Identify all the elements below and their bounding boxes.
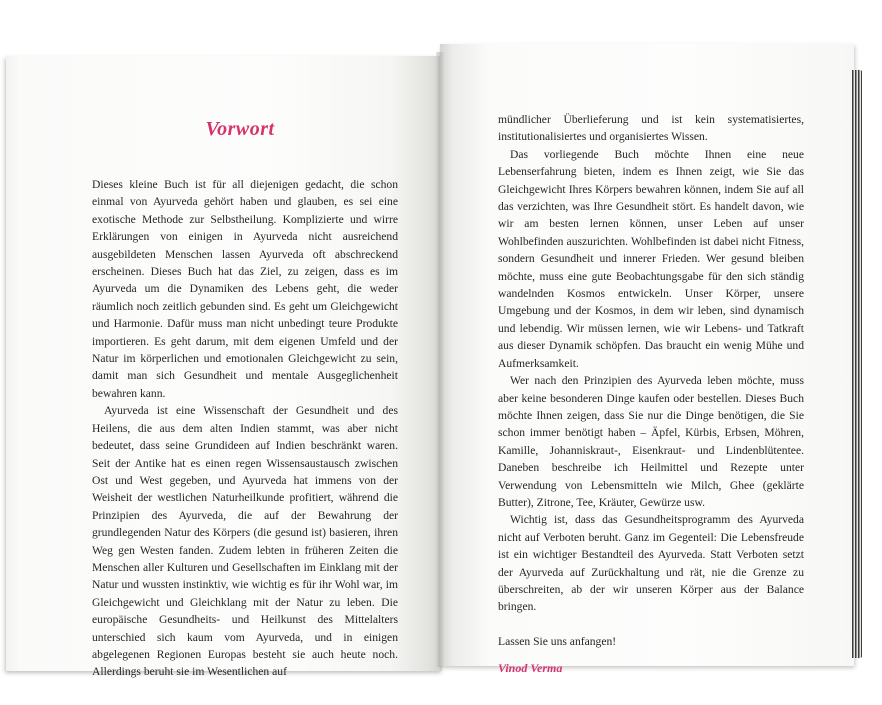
paragraph: Das vorliegende Buch möchte Ihnen eine neue Lebenserfahrung bieten, indem es Ihnen zeigt, wie Sie das Gleichgewicht Ihres Körpers bewahren können, indem Sie auf all das verzichten, was Ihre Gesundheit stört. Es handelt davon, wie wir am besten lernen können, unser Leben auf unser Wohlbefinden auszurichten. Wohlbefinden ist dabei nicht Fitness, sondern Gesundheit und innerer Frieden. Wer gesund bleiben möchte, muss eine gute Beobachtungsgabe für den sich ständig wandelnden Kosmos entwickeln. Unser Körper, unsere Umgebung und der Kosmos, in dem wir leben, sind dynamisch und lebendig. Wir müssen lernen, wie wir Lebens- und Tatkraft aus dieser Dynamik schöpfen. Das braucht ein wenig Mühe und Aufmerksamkeit. — [498, 147, 804, 370]
paragraph: Wichtig ist, dass das Gesundheitsprogramm des Ayurveda nicht auf Verboten beruht. Ganz im Gegenteil: Die Lebensfreude ist ein wichtiger Bestandteil des Ayurveda. Statt Verboten setzt der Ayurveda auf Zurückhaltung und rät, nie die Grenze zu überschreiten, ab der wir unseren Körper aus der Balance bringen. — [498, 513, 804, 614]
chapter-heading: Vorwort — [205, 118, 275, 140]
paragraph: Wer nach den Prinzipien des Ayurveda leben möchte, muss aber keine besonderen Dinge kaufen oder bestellen. Dieses Buch möchte Ihnen zeigen, dass Sie nur die Dinge benötigen, die Sie schon immer benötigt haben – Äpfel, Kürbis, Erbsen, Möhren, Kamille, Johanniskraut-, Eisenkraut- und Lindenblütentee. Daneben beschreibe ich Heilmittel und Rezepte unter Verwendung von Lebensmitteln wie Milch, Ghee (geklärte Butter), Zitrone, Tee, Kräuter, Gewürze usw. — [498, 374, 804, 509]
paragraph: Ayurveda ist eine Wissenschaft der Gesundheit und des Heilens, die aus dem alten Indien stammt, was aber nicht bedeutet, dass seine Grundideen auf Indien beschränkt waren. Seit der Antike hat es einen regen Wissensaustausch zwischen Ost und West gegeben, und Ayurveda hat immens von der Weisheit der westlichen Naturheilkunde profitiert, während die Prinzipien des Ayurveda, die auf der Bewahrung der grundlegenden Natur des Körpers (die gesund ist) basieren, ihren Weg gen Westen fanden. Zudem lebten in früheren Zeiten die Menschen aller Kulturen und Gesellschaften im Einklang mit der Natur und wussten instinktiv, wie wichtig es für ihr Wohl war, im Gleichgewicht und Gleichklang mit der Natur zu leben. Die europäische Gesundheits- und Heilkunst des Mittelalters unterschied sich kaum vom Ayurveda, und in einigen abgelegenen Regionen Europas besteht sie auch heute noch. Allerdings beruht sie im Wesentlichen auf — [92, 404, 398, 679]
left-page-text — [92, 176, 398, 681]
closing-line: Lassen Sie uns anfangen! — [498, 635, 617, 649]
paragraph: mündlicher Überlieferung und ist kein systematisiertes, institutionalisiertes und organisiertes Wissen. — [498, 113, 804, 144]
right-page-text — [498, 111, 804, 677]
book-gutter — [436, 52, 444, 667]
page-edges — [852, 70, 862, 658]
author-signature: Vinod Verma — [498, 660, 563, 675]
paragraph: Dieses kleine Buch ist für all diejenigen gedacht, die schon einmal von Ayurveda gehört haben und glauben, es sei eine exotische Methode zur Selbstheilung. Komplizierte und wirre Erklärungen von einigen in Ayurveda nicht ausreichend ausgebildeten Menschen lassen Ayurveda oft abschreckend erscheinen. Dieses Buch hat das Ziel, zu zeigen, dass es im Ayurveda um die Dynamiken des Lebens geht, die weder räumlich noch zeitlich gebunden sind. Es geht um Gleichgewicht und Harmonie. Dafür muss man nicht unbedingt teure Produkte importieren. Es geht darum, mit dem eigenen Umfeld und der Natur im körperlichen und emotionalen Gleichgewicht zu sein, damit man sich Gesundheit und mentale Ausgeglichenheit bewahren kann. — [92, 178, 398, 400]
